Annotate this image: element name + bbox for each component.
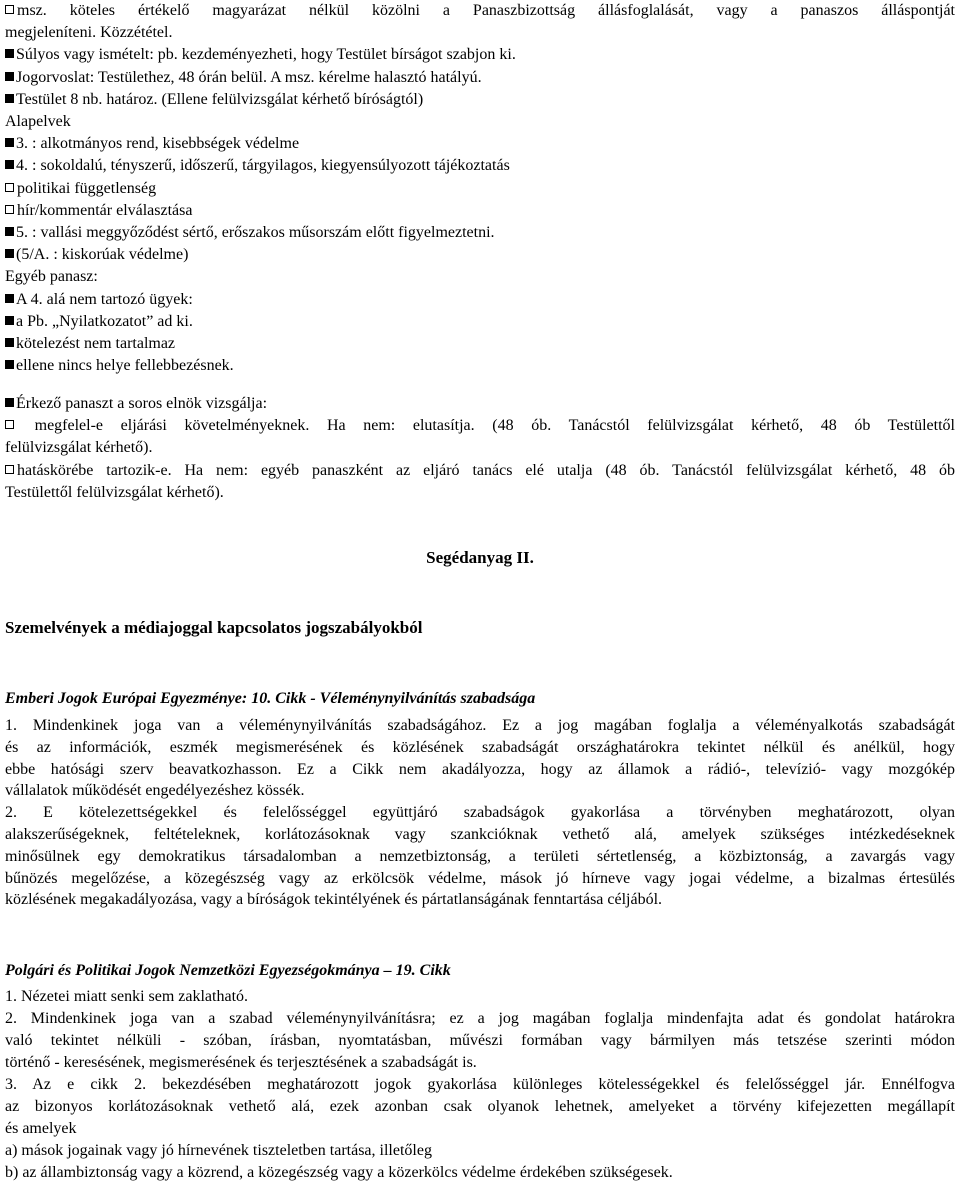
text-line xyxy=(5,22,172,43)
line-text: megjeleníteni. Közzététel. xyxy=(5,24,173,42)
text-line xyxy=(5,67,482,88)
filled-square-bullet-icon xyxy=(5,316,14,325)
text-line xyxy=(5,0,955,21)
line-text: 1. Nézetei miatt senki sem zaklatható. xyxy=(5,988,249,1005)
line-text: Testület 8 nb. határoz. (Ellene felülvizsgálat kérhető bíróságtól) xyxy=(16,90,424,108)
line-text: vállalatok működését engedélyezéshez kössék. xyxy=(5,782,305,800)
line-text: kötelezést nem tartalmaz xyxy=(16,335,176,352)
text-line xyxy=(5,846,955,867)
line-text: 2. Mindenkinek joga van a szabad véleménynyilvánításra; ez a jog magában foglalja mindenfajta adat és gondolat határokra xyxy=(5,1010,955,1027)
appendix-subtitle: Szemelvények a médiajoggal kapcsolatos jogszabályokból xyxy=(5,618,423,637)
line-text: hír/kommentár elválasztása xyxy=(17,201,193,219)
text-line xyxy=(5,759,955,780)
text-line xyxy=(5,1096,955,1117)
filled-square-bullet-icon xyxy=(5,398,14,407)
line-text: a) mások jogainak vagy jó hírnevének tiszteletben tartása, illetőleg xyxy=(5,1142,432,1159)
hollow-square-bullet-icon xyxy=(5,183,14,192)
line-text: felülvizsgálat kérhető). xyxy=(5,439,153,457)
filled-square-bullet-icon xyxy=(5,49,14,58)
text-line xyxy=(5,415,955,436)
text-line xyxy=(5,355,234,376)
line-text: hatáskörébe tartozik-e. Ha nem: egyéb panaszként az eljáró tanács elé utalja (48 ób. Tanácstól felülvizsgálat kérhető, 48 ób xyxy=(17,461,955,479)
filled-square-bullet-icon xyxy=(5,160,14,169)
iccpr-heading: Polgári és Politikai Jogok Nemzetközi Egyezségokmánya – 19. Cikk xyxy=(5,962,451,979)
text-line xyxy=(5,393,267,414)
line-text: A 4. alá nem tartozó ügyek: xyxy=(16,290,193,308)
hollow-square-bullet-icon xyxy=(5,205,14,214)
line-text: megfelel-e eljárási követelményeknek. Ha nem: elutasítja. (48 ób. Tanácstól felülvizsgálat kérhető, 48 ób Testülettől xyxy=(17,417,955,435)
line-text: msz. köteles értékelő magyarázat nélkül közölni a Panaszbizottság állásfoglalását, vagy a panaszos álláspontját xyxy=(17,2,955,19)
line-text: ellene nincs helye fellebbezésnek. xyxy=(16,357,234,375)
text-line xyxy=(5,266,98,287)
filled-square-bullet-icon xyxy=(5,294,14,303)
text-line xyxy=(5,200,192,221)
text-line xyxy=(5,889,662,910)
line-text: alakszerűségeknek, feltételeknek, korlátozásoknak vagy szankcióknak vethető alá, amelyek szükséges intézkedéseknek xyxy=(5,826,955,843)
text-line xyxy=(5,289,193,310)
text-line xyxy=(5,482,224,503)
text-line xyxy=(5,824,955,845)
text-line xyxy=(5,460,955,481)
line-text: közlésének megakadályozása, vagy a bíróságok tekintélyének és pártatlanságának fenntartása céljából. xyxy=(5,891,663,909)
filled-square-bullet-icon xyxy=(5,338,14,347)
line-text: 1. Mindenkinek joga van a véleménynyilvánítás szabadságához. Ez a jog magában foglalja a véleményalkotás szabadságát xyxy=(5,717,955,734)
text-line xyxy=(5,222,495,243)
line-text: és amelyek xyxy=(5,1120,77,1137)
text-line xyxy=(5,737,955,758)
line-text: bűnözés megelőzése, a közegészség vagy az erkölcsök védelme, mások jó hírneve vagy jogai védelme, a bizalmas értesülés xyxy=(5,869,955,887)
filled-square-bullet-icon xyxy=(5,249,14,258)
line-text: 3. : alkotmányos rend, kisebbségek védelme xyxy=(16,135,300,153)
text-line xyxy=(5,133,299,154)
text-line xyxy=(5,111,71,132)
line-text: minősülnek egy demokratikus társadalomban a nemzetbiztonság, a területi sértetlenség, a közbiztonság, a zavargás vagy xyxy=(5,847,955,865)
line-text: 2. E kötelezettségekkel és felelősséggel együttjáró szabadságok gyakorlása a törvényben meghatározott, olyan xyxy=(5,804,955,822)
text-line xyxy=(5,178,156,199)
text-line xyxy=(5,155,510,176)
text-line xyxy=(5,715,955,736)
text-line xyxy=(5,244,188,265)
line-text: történő - keresésének, megismerésének és terjesztésének a szabadságát is. xyxy=(5,1054,477,1071)
text-line xyxy=(5,986,248,1007)
hollow-square-bullet-icon xyxy=(5,5,14,14)
hollow-square-bullet-icon xyxy=(5,420,14,429)
text-line xyxy=(5,89,423,110)
appendix-title: Segédanyag II. xyxy=(426,548,534,567)
text-line xyxy=(5,311,193,332)
line-text: b) az állambiztonság vagy a közrend, a közegészség vagy a közerkölcs védelme érdekében szükségesek. xyxy=(5,1164,673,1181)
line-text: való tekintet nélküli - szóban, írásban, nyomtatásban, művészi formában vagy bármilyen más tetszése szerinti módon xyxy=(5,1032,955,1049)
line-text: 5. : vallási meggyőződést sértő, erőszakos műsorszám előtt figyelmeztetni. xyxy=(16,224,495,241)
text-line xyxy=(5,437,153,458)
text-line xyxy=(5,333,175,354)
line-text: 4. : sokoldalú, tényszerű, időszerű, tárgyilagos, kiegyensúlyozott tájékoztatás xyxy=(16,157,510,175)
line-text: Érkező panaszt a soros elnök vizsgálja: xyxy=(16,395,268,412)
text-line xyxy=(5,1074,955,1095)
line-text: az bizonyos korlátozásoknak vethető alá, ezek azonban csak olyanok lehetnek, amelyeket a törvény kifejezetten megállapít xyxy=(5,1098,955,1115)
line-text: Alapelvek xyxy=(5,113,71,130)
line-text: a Pb. „Nyilatkozatot” ad ki. xyxy=(16,312,193,330)
text-line xyxy=(5,1140,432,1161)
text-line xyxy=(5,780,304,801)
line-text: 3. Az e cikk 2. bekezdésében meghatározott jogok gyakorlása különleges kötelességekkel és felelősséggel jár. Ennélfogva xyxy=(5,1076,955,1093)
hollow-square-bullet-icon xyxy=(5,465,14,474)
filled-square-bullet-icon xyxy=(5,72,14,81)
line-text: politikai függetlenség xyxy=(17,179,157,197)
text-line xyxy=(5,1052,477,1073)
text-line xyxy=(5,1008,955,1029)
text-line xyxy=(5,1030,955,1051)
line-text: Egyéb panasz: xyxy=(5,268,98,286)
filled-square-bullet-icon xyxy=(5,138,14,147)
filled-square-bullet-icon xyxy=(5,360,14,369)
text-line xyxy=(5,44,516,65)
filled-square-bullet-icon xyxy=(5,227,14,236)
line-text: ebbe hatósági szerv beavatkozhasson. Ez a Cikk nem akadályozza, hogy az államok a rádió-, televízió- vagy mozgókép xyxy=(5,760,955,778)
text-line xyxy=(5,1118,77,1139)
line-text: Súlyos vagy ismételt: pb. kezdeményezheti, hogy Testület bírságot szabjon ki. xyxy=(16,46,516,64)
echr-heading: Emberi Jogok Európai Egyezménye: 10. Cikk - Véleménynyilvánítás szabadsága xyxy=(5,690,536,707)
text-line xyxy=(5,1162,673,1183)
text-line xyxy=(5,868,955,889)
line-text: (5/A. : kiskorúak védelme) xyxy=(16,246,189,264)
filled-square-bullet-icon xyxy=(5,94,14,103)
text-line xyxy=(5,802,955,823)
line-text: Testülettől felülvizsgálat kérhető). xyxy=(5,483,224,501)
line-text: Jogorvoslat: Testülethez, 48 órán belül. A msz. kérelme halasztó hatályú. xyxy=(16,68,482,86)
line-text: és az információk, eszmék megismerésének és közlésének szabadságát országhatárokra tekintet nélkül és anélkül, hogy xyxy=(5,738,955,756)
